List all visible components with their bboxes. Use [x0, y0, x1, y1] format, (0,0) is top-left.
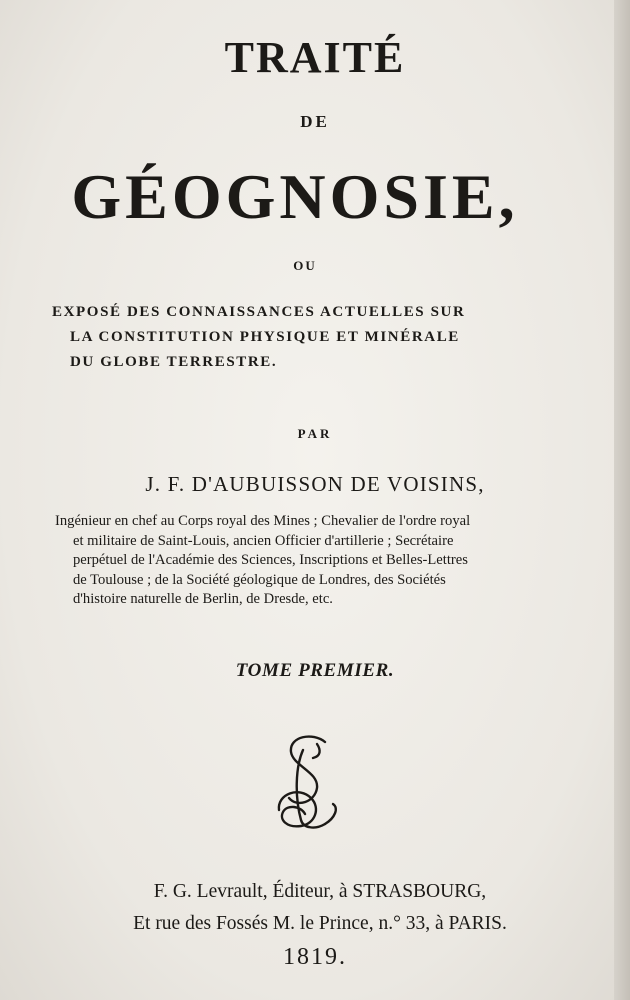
title-line-2: DE	[300, 112, 330, 131]
subtitle	[52, 300, 552, 375]
title-line-3: GÉOGNOSIE,	[71, 161, 519, 232]
description-line: Ingénieur en chef au Corps royal des Mines ; Chevalier de l'ordre royal	[55, 513, 471, 529]
description-line: de Toulouse ; de la Société géologique de Londres, des Sociétés	[73, 571, 446, 588]
par-label: PAR	[297, 426, 333, 441]
subtitle-line: EXPOSÉ DES CONNAISSANCES ACTUELLES SUR	[52, 304, 466, 320]
description-line: et militaire de Saint-Louis, ancien Officier d'artillerie ; Secrétaire	[73, 532, 454, 549]
title-line-4: OU	[293, 258, 317, 273]
publication-year: 1819.	[283, 944, 347, 970]
subtitle-line: DU GLOBE TERRESTRE.	[70, 354, 278, 370]
volume-label: TOME PREMIER.	[235, 660, 395, 681]
subtitle-line: LA CONSTITUTION PHYSIQUE ET MINÉRALE	[70, 329, 460, 345]
author-name: J. F. D'AUBUISSON DE VOISINS,	[145, 472, 485, 496]
description-line: perpétuel de l'Académie des Sciences, Inscriptions et Belles-Lettres	[73, 552, 468, 568]
imprint-line: F. G. Levrault, Éditeur, à STRASBOURG,	[153, 881, 487, 902]
publisher-monogram-icon	[255, 728, 365, 838]
imprint-line: Et rue des Fossés M. le Prince, n.° 33, à PARIS.	[133, 913, 507, 934]
title-line-1: TRAITÉ	[224, 33, 406, 82]
page-edge	[614, 0, 630, 1000]
description-line: d'histoire naturelle de Berlin, de Dresde, etc.	[73, 591, 333, 607]
author-description	[55, 512, 545, 610]
imprint	[40, 876, 600, 940]
